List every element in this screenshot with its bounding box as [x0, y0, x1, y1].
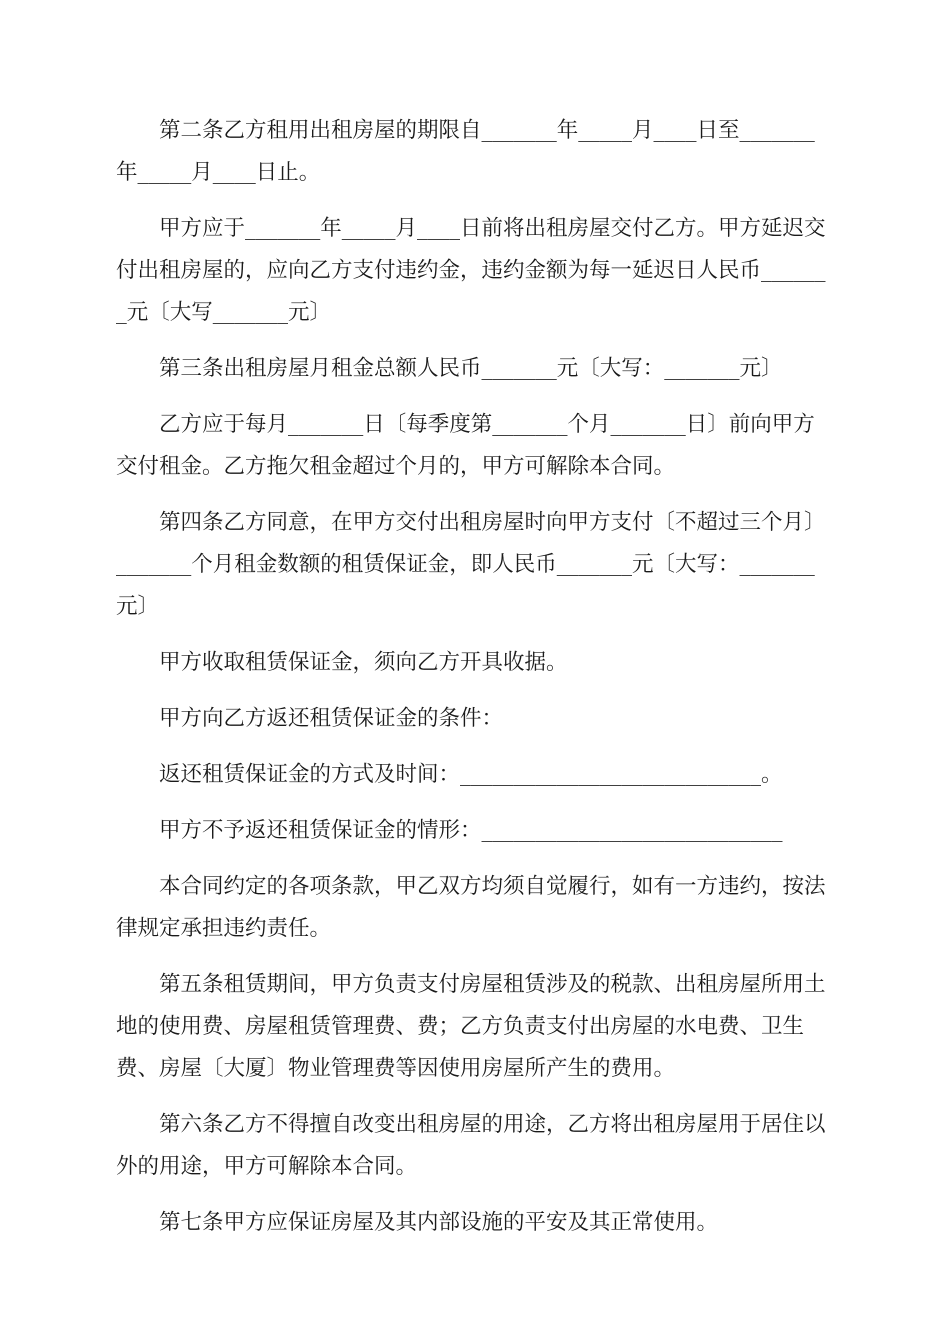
paragraph: 甲方收取租赁保证金，须向乙方开具收据。 — [159, 650, 568, 675]
paragraph: 甲方向乙方返还租赁保证金的条件： — [159, 706, 504, 731]
paragraph: 返还租赁保证金的方式及时间：____________________________。 — [159, 762, 783, 787]
paragraph: 甲方不予返还租赁保证金的情形：____________________________ — [159, 818, 783, 843]
paragraph: 第六条乙方不得擅自改变出租房屋的用途，乙方将出租房屋用于居住以外的用途，甲方可解除本合同。 — [116, 1112, 826, 1179]
paragraph: 本合同约定的各项条款，甲乙双方均须自觉履行，如有一方违约，按法律规定承担违约责任。 — [116, 874, 826, 941]
paragraph: 乙方应于每月_______日〔每季度第_______个月_______日〕前向甲方交付租金。乙方拖欠租金超过个月的，甲方可解除本合同。 — [116, 412, 815, 479]
paragraph: 第二条乙方租用出租房屋的期限自_______年_____月____日至_______年_____月____日止。 — [116, 118, 815, 185]
paragraph: 第三条出租房屋月租金总额人民币_______元〔大写：_______元〕 — [159, 356, 783, 381]
paragraph: 甲方应于_______年_____月____日前将出租房屋交付乙方。甲方延迟交付出租房屋的，应向乙方支付违约金，违约金额为每一延迟日人民币_______元〔大写_______元〕 — [116, 216, 826, 325]
paragraph: 第五条租赁期间，甲方负责支付房屋租赁涉及的税款、出租房屋所用土地的使用费、房屋租赁管理费、费；乙方负责支付出房屋的水电费、卫生费、房屋〔大厦〕物业管理费等因使用房屋所产生的费用。 — [116, 972, 826, 1081]
document-body — [116, 110, 832, 1258]
paragraph: 第四条乙方同意，在甲方交付出租房屋时向甲方支付〔不超过三个月〕_______个月租金数额的租赁保证金，即人民币_______元〔大写：_______元〕 — [116, 510, 826, 619]
paragraph: 第七条甲方应保证房屋及其内部设施的平安及其正常使用。 — [159, 1210, 719, 1235]
